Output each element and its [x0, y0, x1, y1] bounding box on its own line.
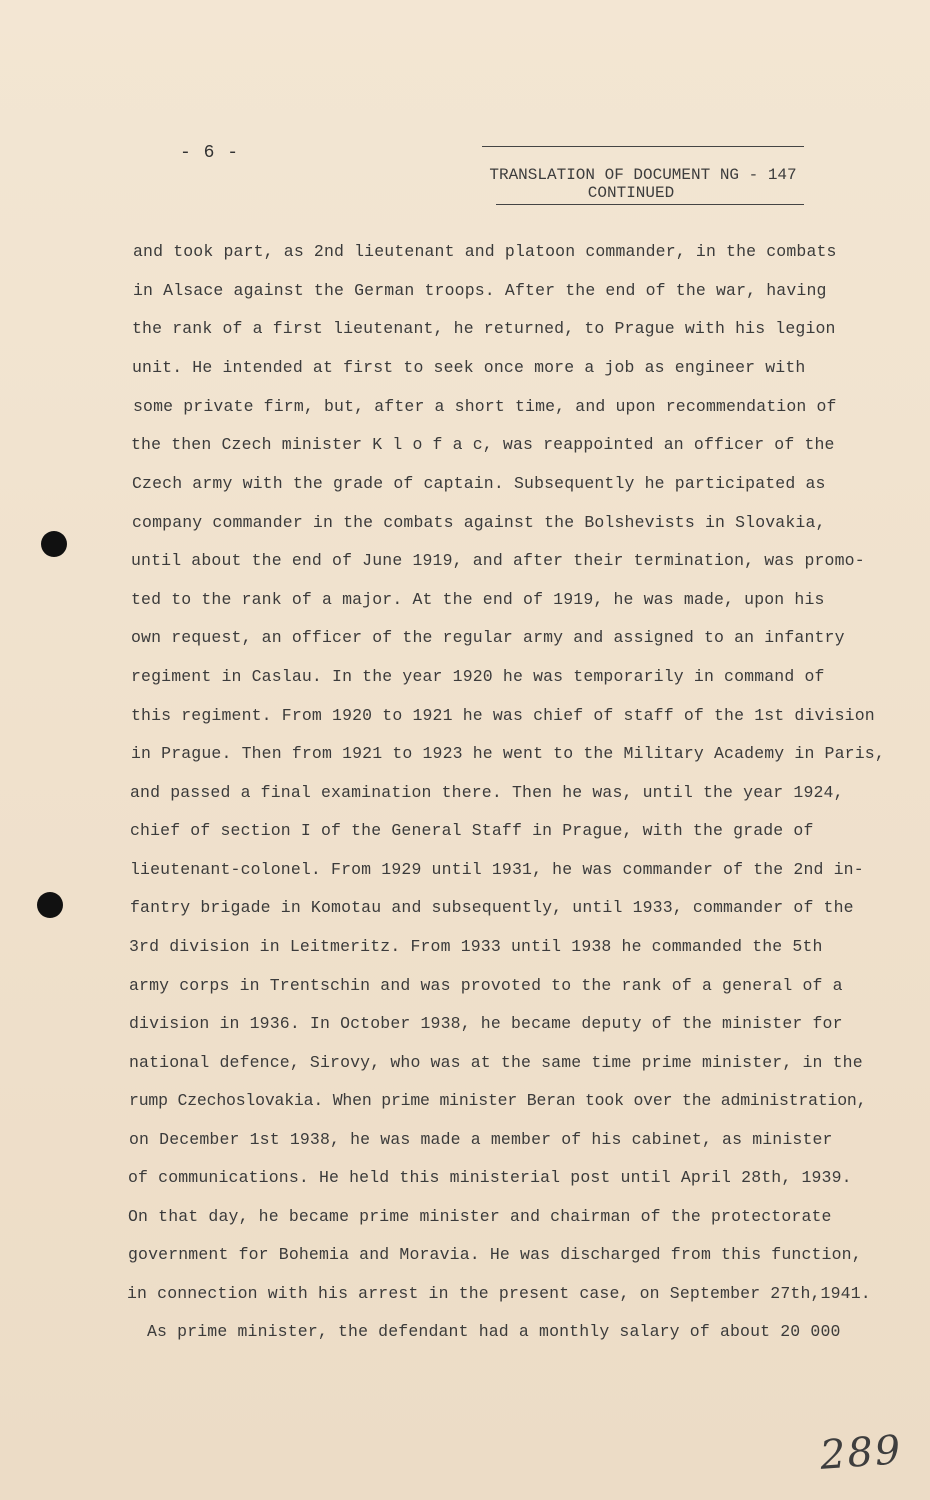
header-title: TRANSLATION OF DOCUMENT NG - 147	[489, 166, 797, 184]
body-line: chief of section I of the General Staff in Prague, with the grade of	[130, 821, 814, 840]
body-line: lieutenant-colonel. From 1929 until 1931, he was commander of the 2nd in-	[130, 860, 864, 879]
document-header	[482, 146, 804, 205]
header-subtitle: CONTINUED	[587, 184, 675, 202]
body-line: the then Czech minister K l o f a c, was reappointed an officer of the	[131, 435, 835, 454]
body-line: ted to the rank of a major. At the end of 1919, he was made, upon his	[131, 590, 825, 609]
body-line: As prime minister, the defendant had a monthly salary of about 20 000	[147, 1322, 841, 1341]
body-line: army corps in Trentschin and was provoted to the rank of a general of a	[129, 976, 843, 995]
binder-hole-icon	[41, 531, 67, 557]
body-line: own request, an officer of the regular army and assigned to an infantry	[131, 628, 845, 647]
body-line: in Prague. Then from 1921 to 1923 he went to the Military Academy in Paris,	[131, 744, 885, 763]
binder-hole-icon	[37, 892, 63, 918]
body-line: and took part, as 2nd lieutenant and platoon commander, in the combats	[133, 242, 837, 261]
body-line: national defence, Sirovy, who was at the same time prime minister, in the	[129, 1053, 863, 1072]
body-line: until about the end of June 1919, and after their termination, was promo-	[131, 551, 865, 570]
body-line: regiment in Caslau. In the year 1920 he was temporarily in command of	[131, 667, 825, 686]
body-line: of communications. He held this ministerial post until April 28th, 1939.	[128, 1168, 852, 1187]
body-line: and passed a final examination there. Then he was, until the year 1924,	[130, 783, 844, 802]
body-line: on December 1st 1938, he was made a member of his cabinet, as minister	[129, 1130, 833, 1149]
body-line: the rank of a first lieutenant, he returned, to Prague with his legion	[132, 319, 836, 338]
body-line: Czech army with the grade of captain. Subsequently he participated as	[132, 474, 826, 493]
page-number: - 6 -	[180, 143, 240, 163]
body-line: 3rd division in Leitmeritz. From 1933 until 1938 he commanded the 5th	[129, 937, 823, 956]
body-line: company commander in the combats against the Bolshevists in Slovakia,	[132, 513, 826, 532]
header-rule-top	[482, 146, 804, 147]
body-line: On that day, he became prime minister and chairman of the protectorate	[128, 1207, 832, 1226]
body-line: fantry brigade in Komotau and subsequently, until 1933, commander of the	[130, 898, 854, 917]
body-line: division in 1936. In October 1938, he became deputy of the minister for	[129, 1014, 843, 1033]
body-line: government for Bohemia and Moravia. He was discharged from this function,	[128, 1245, 862, 1264]
handwritten-page-number: 289	[818, 1427, 904, 1479]
body-line: in connection with his arrest in the present case, on September 27th,1941.	[127, 1284, 871, 1303]
body-line: rump Czechoslovakia. When prime minister Beran took over the administration,	[129, 1091, 867, 1110]
header-rule-bottom	[496, 204, 804, 205]
body-line: in Alsace against the German troops. After the end of the war, having	[133, 281, 827, 300]
body-line: some private firm, but, after a short time, and upon recommendation of	[133, 397, 837, 416]
body-line: this regiment. From 1920 to 1921 he was chief of staff of the 1st division	[131, 706, 875, 725]
body-line: unit. He intended at first to seek once more a job as engineer with	[132, 358, 806, 377]
